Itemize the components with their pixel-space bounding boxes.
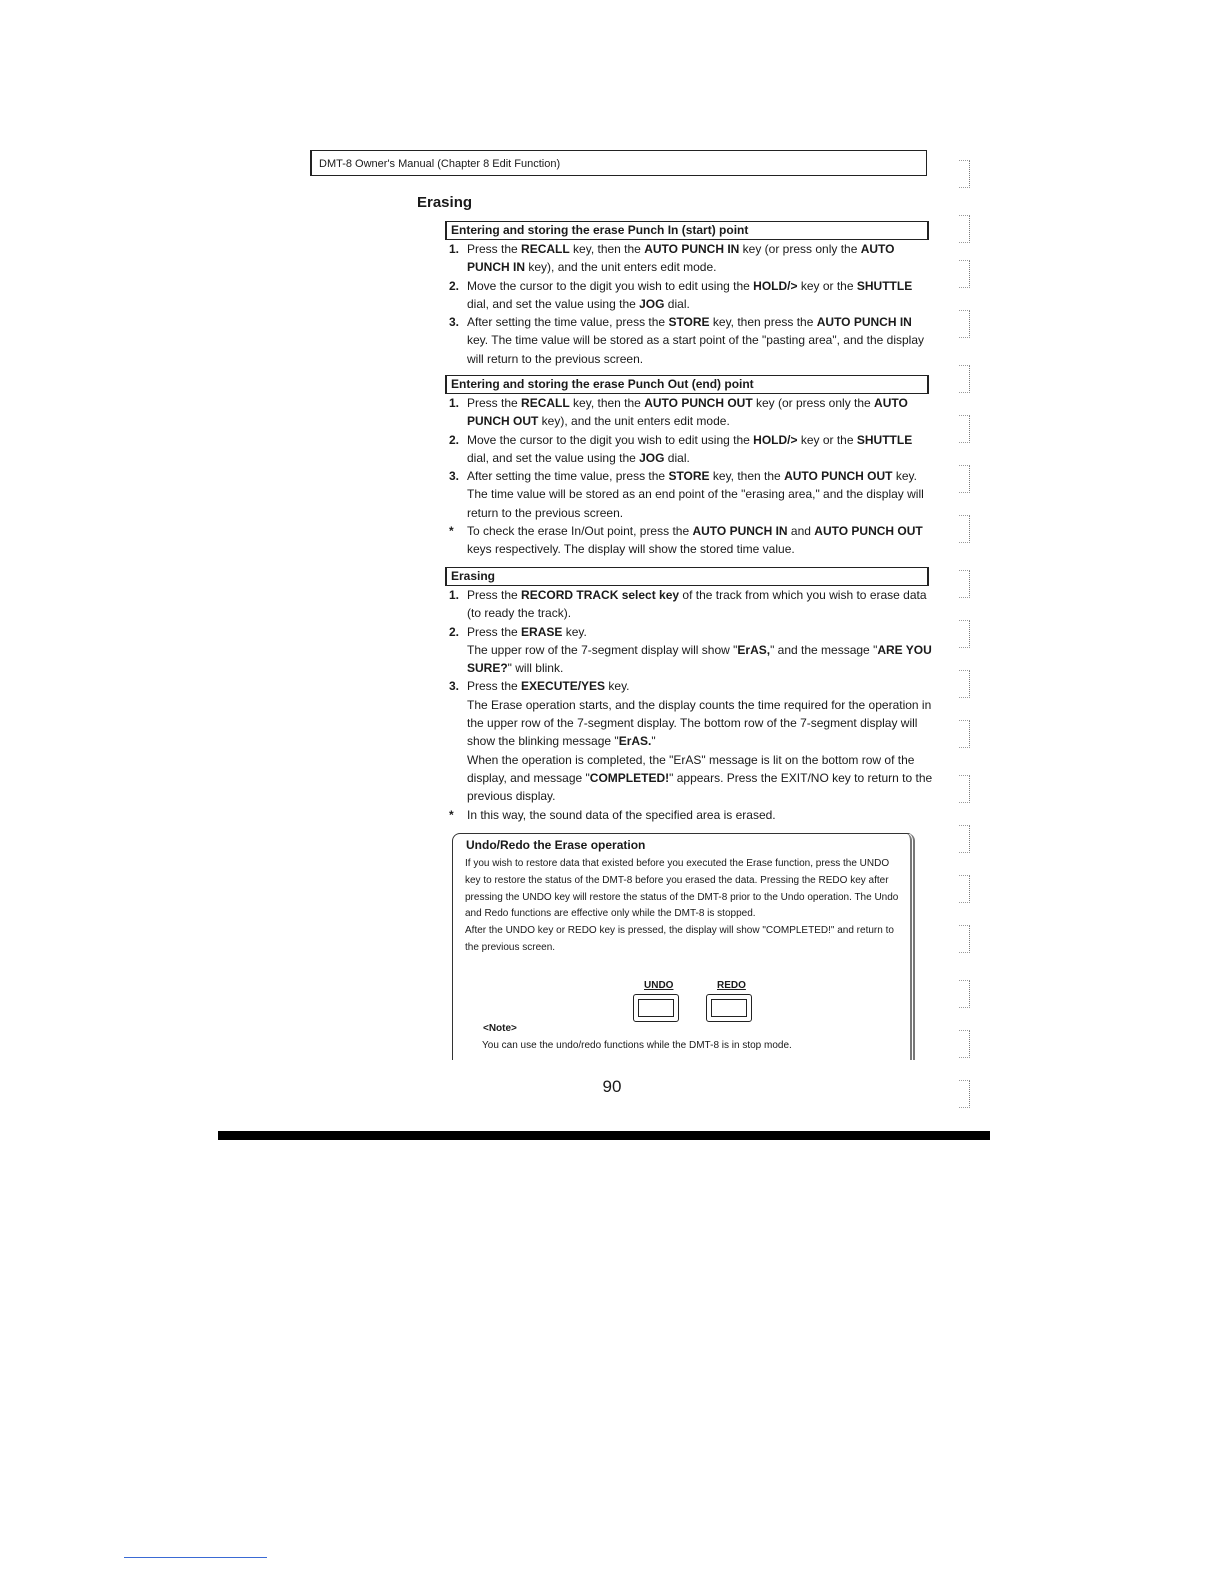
undo-key-icon	[633, 994, 679, 1022]
step-text: key.	[562, 624, 587, 639]
erasing-steps	[447, 586, 933, 824]
punch-in-steps	[447, 240, 933, 368]
running-header: DMT-8 Owner's Manual (Chapter 8 Edit Function)	[310, 150, 927, 176]
step-number: 1.	[449, 588, 460, 602]
step-text: key, then press the	[709, 315, 817, 330]
step-number: 3.	[449, 469, 460, 484]
bottom-rule	[218, 1131, 990, 1140]
key-name: JOG	[639, 450, 665, 465]
key-name: AUTO PUNCH IN	[644, 242, 740, 256]
list-item	[447, 313, 933, 368]
step-text: When the operation is completed, the "ErAS" message is lit on the bottom row of the display, and message "	[467, 752, 915, 785]
list-item	[447, 677, 933, 805]
step-number: 2.	[449, 278, 460, 293]
key-name: AUTO PUNCH OUT	[784, 469, 893, 484]
key-name: JOG	[639, 296, 665, 311]
link-underline	[124, 1557, 267, 1558]
list-item	[447, 277, 933, 314]
undo-redo-title: Undo/Redo the Erase operation	[466, 838, 646, 852]
binding-margin-marks	[955, 160, 977, 1120]
key-name: AUTO PUNCH IN	[467, 242, 895, 275]
step-text: key (or press only the	[752, 396, 875, 410]
key-name: AUTO PUNCH IN	[692, 524, 788, 539]
list-item	[447, 586, 933, 623]
step-text: After setting the time value, press the	[467, 469, 669, 484]
list-item	[447, 806, 933, 824]
step-number: 1.	[449, 242, 460, 256]
step-text: key), and the unit enters edit mode.	[538, 414, 730, 429]
step-text: key (or press only the	[739, 242, 861, 256]
step-text: key, then the	[569, 396, 645, 410]
punch-in-heading: Entering and storing the erase Punch In (start) point	[445, 221, 929, 240]
key-name: EXECUTE/YES	[521, 679, 606, 694]
step-number: 2.	[449, 432, 460, 447]
step-text: The upper row of the 7-segment display will show "	[467, 642, 738, 657]
step-text: After setting the time value, press the	[467, 315, 669, 330]
key-name: AUTO PUNCH IN	[816, 315, 912, 330]
list-item	[447, 522, 933, 559]
list-item	[447, 467, 933, 522]
step-text: key or the	[797, 432, 857, 447]
step-text: keys respectively. The display will show the stored time value.	[467, 542, 795, 557]
list-item	[447, 431, 933, 468]
step-text: dial, and set the value using the	[467, 450, 640, 465]
list-item	[447, 394, 933, 431]
key-name: COMPLETED!	[589, 770, 670, 785]
key-name: SHUTTLE	[856, 432, 913, 447]
list-item	[447, 623, 933, 678]
step-number: *	[449, 524, 454, 539]
step-text: key), and the unit enters edit mode.	[525, 260, 717, 275]
step-text: Press the	[467, 242, 522, 256]
step-text: key.	[605, 679, 630, 694]
step-text: Press the	[467, 679, 522, 694]
step-text: "	[651, 734, 656, 749]
step-text: Move the cursor to the digit you wish to edit using the	[467, 432, 754, 447]
key-name: ARE YOU SURE?	[467, 642, 932, 676]
step-text: Press the	[467, 624, 522, 639]
step-text: and	[787, 524, 815, 539]
undo-redo-paragraph: If you wish to restore data that existed before you executed the Erase function, press the UNDO key to restore the status of the DMT-8 before you erased the data. Pressing the REDO key after pressing the UNDO key will restore the status of the DMT-8 prior to the Undo operation. The Undo and Redo functions are effective only while the DMT-8 is stopped.	[465, 858, 899, 920]
step-text: " appears. Press the EXIT/NO key to return to the previous display.	[467, 770, 933, 804]
step-text: dial.	[664, 450, 690, 465]
undo-key-label: UNDO	[644, 980, 674, 991]
step-text: Press the	[467, 396, 522, 410]
step-text: " will blink.	[507, 661, 564, 676]
key-name: AUTO PUNCH OUT	[814, 524, 923, 539]
redo-key-label: REDO	[717, 980, 746, 991]
step-text: key. The time value will be stored as a start point of the "pasting area", and the display will return to the previous screen.	[467, 333, 924, 366]
erasing-heading: Erasing	[445, 567, 929, 586]
step-text: dial.	[664, 296, 690, 311]
page-number: 90	[602, 1077, 622, 1096]
punch-out-steps	[447, 394, 933, 559]
step-text: dial, and set the value using the	[467, 296, 640, 311]
step-text: key or the	[797, 278, 857, 293]
undo-redo-body	[465, 856, 905, 957]
key-name: RECALL	[521, 242, 570, 256]
key-name: HOLD/>	[753, 432, 798, 447]
note-label: <Note>	[483, 1023, 517, 1034]
key-name: SHUTTLE	[856, 278, 913, 293]
key-name: RECORD TRACK select key	[521, 588, 680, 602]
step-number: 2.	[449, 624, 460, 639]
step-text: In this way, the sound data of the specified area is erased.	[467, 807, 776, 822]
step-text: " and the message "	[770, 642, 878, 657]
step-text: Move the cursor to the digit you wish to edit using the	[467, 278, 754, 293]
step-text: The Erase operation starts, and the display counts the time required for the operation in the upper row of the 7-segment display. The bottom row of the 7-segment display will show the blinking message "	[467, 697, 932, 749]
step-number: *	[449, 807, 454, 822]
key-name: ERASE	[521, 624, 563, 639]
note-text: You can use the undo/redo functions while the DMT-8 is in stop mode.	[482, 1040, 792, 1051]
step-text: key. The time value will be stored as an end point of the "erasing area," and the display will return to the previous screen.	[467, 469, 924, 520]
key-name: ErAS,	[737, 642, 771, 657]
step-text: key, then the	[569, 242, 645, 256]
step-text: key, then the	[709, 469, 785, 484]
undo-redo-paragraph: After the UNDO key or REDO key is pressed, the display will show "COMPLETED!" and return to the previous screen.	[465, 925, 894, 953]
step-number: 3.	[449, 315, 460, 330]
step-text: To check the erase In/Out point, press the	[467, 524, 693, 539]
punch-out-heading: Entering and storing the erase Punch Out (end) point	[445, 375, 929, 394]
key-name: RECALL	[521, 396, 570, 410]
key-name: HOLD/>	[753, 278, 798, 293]
list-item	[447, 240, 933, 277]
step-text: Press the	[467, 588, 522, 602]
section-title: Erasing	[417, 194, 473, 211]
key-name: ErAS.	[618, 734, 652, 749]
key-name: AUTO PUNCH OUT	[644, 396, 753, 410]
redo-key-icon	[706, 994, 752, 1022]
key-name: STORE	[668, 315, 710, 330]
key-name: STORE	[668, 469, 710, 484]
key-name: AUTO PUNCH OUT	[467, 396, 908, 429]
step-number: 3.	[449, 679, 460, 694]
step-number: 1.	[449, 396, 460, 410]
step-text: of the track from which you wish to erase data (to ready the track).	[467, 588, 927, 621]
